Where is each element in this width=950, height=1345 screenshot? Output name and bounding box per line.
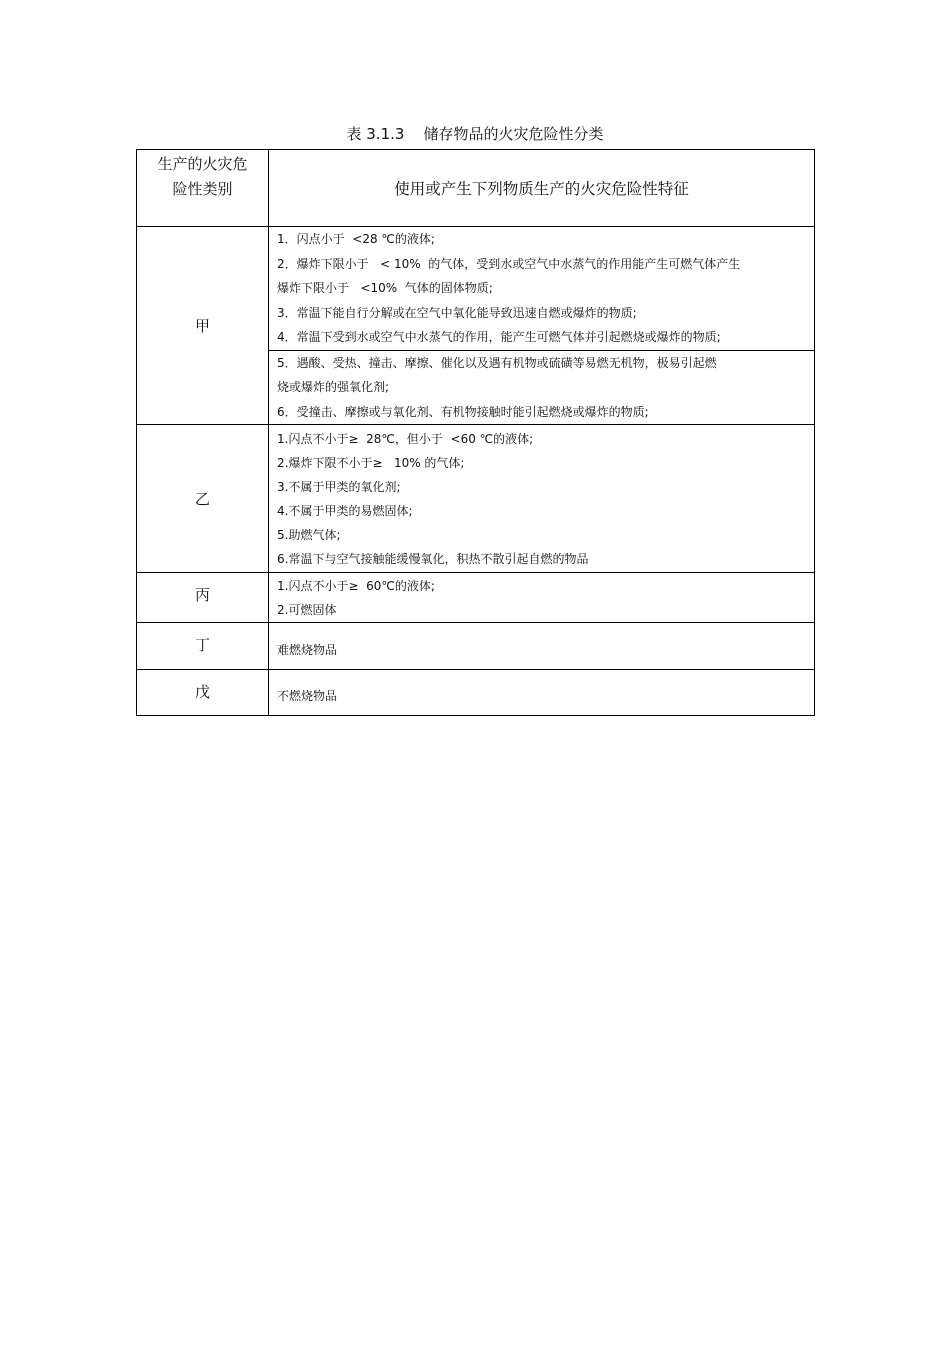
wu-description: 不燃烧物品 [269, 670, 815, 716]
list-item: 5．遇酸、受热、撞击、摩擦、催化以及遇有机物或硫磺等易燃无机物，极易引起燃 [277, 355, 717, 370]
jia-group-2 [269, 350, 815, 425]
yi-description [269, 425, 815, 573]
list-item: 2．爆炸下限小于 < 10% 的气体，受到水或空气中水蒸气的作用能产生可燃气体产生 [277, 256, 741, 271]
header-category-cell [137, 150, 269, 227]
header-row [137, 150, 815, 227]
list-item: 爆炸下限小于 <10% 气体的固体物质; [277, 281, 493, 295]
ding-description: 难燃烧物品 [269, 623, 815, 670]
list-item: 6．受撞击、摩擦或与氧化剂、有机物接触时能引起燃烧或爆炸的物质; [277, 404, 649, 419]
category-wu: 戊 [137, 670, 269, 716]
table-row-bing [137, 573, 815, 623]
list-item: 6.常温下与空气接触能缓慢氧化，积热不散引起自燃的物品 [277, 551, 589, 566]
bing-description [269, 573, 815, 623]
list-item: 5.助燃气体; [277, 527, 341, 542]
category-yi: 乙 [137, 425, 269, 573]
header-category-line-1: 生产的火灾危 [157, 155, 248, 173]
list-item: 4.不属于甲类的易燃固体; [277, 503, 413, 518]
category-bing: 丙 [137, 573, 269, 623]
list-item: 3．常温下能自行分解或在空气中氧化能导致迅速自燃或爆炸的物质; [277, 305, 637, 320]
jia-group-1 [269, 227, 815, 351]
header-feature-cell: 使用或产生下列物质生产的火灾危险性特征 [269, 150, 815, 227]
list-item: 4．常温下受到水或空气中水蒸气的作用，能产生可燃气体并引起燃烧或爆炸的物质; [277, 330, 721, 344]
list-item: 3.不属于甲类的氧化剂; [277, 479, 401, 494]
category-jia: 甲 [137, 227, 269, 425]
list-item: 2.爆炸下限不小于≥ 10% 的气体; [277, 455, 465, 470]
fire-hazard-table [136, 149, 815, 716]
table-row-ding [137, 623, 815, 670]
table-caption: 表 3.1.3 储存物品的火灾危险性分类 [346, 125, 604, 143]
category-ding: 丁 [137, 623, 269, 670]
list-item: 烧或爆炸的强氧化剂; [277, 380, 390, 394]
list-item: 2.可燃固体 [277, 602, 337, 617]
list-item: 1.闪点不小于≥ 60℃的液体; [277, 578, 435, 593]
header-category-line-2: 险性类别 [172, 180, 233, 198]
list-item: 1.闪点不小于≥ 28℃，但小于 <60 ℃的液体; [277, 431, 534, 446]
table-row-wu [137, 670, 815, 716]
table-row-jia-1 [137, 227, 815, 351]
list-item: 1．闪点小于 <28 ℃的液体; [277, 232, 435, 246]
table-row-yi [137, 425, 815, 573]
